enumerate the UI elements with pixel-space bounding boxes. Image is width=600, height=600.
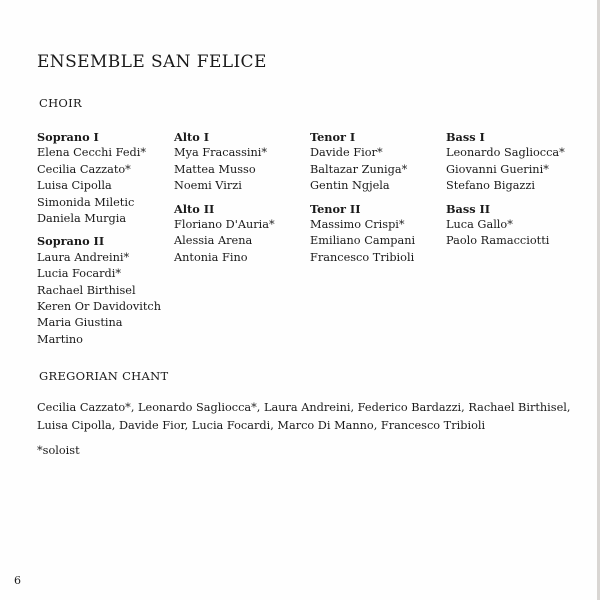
singer-name: Francesco Tribioli: [310, 250, 415, 264]
voice-group-soprano-1: [37, 129, 161, 227]
choir-column-tenors: [310, 129, 415, 266]
singer-name: Martino: [37, 332, 83, 346]
chant-line: Luisa Cipolla, Davide Fior, Lucia Focardi, Marco Di Manno, Francesco Tribioli: [37, 419, 486, 432]
singer-name: Elena Cecchi Fedi*: [37, 146, 147, 160]
singer-name: Floriano D'Auria*: [174, 218, 275, 232]
singer-name: Mya Fracassini*: [174, 146, 268, 160]
choir-column-sopranos: [37, 129, 161, 348]
voice-group-bass-2: [446, 201, 565, 250]
choir-heading: CHOIR: [39, 96, 82, 110]
singer-name: Luisa Cipolla: [37, 179, 112, 193]
voice-group-soprano-2: [37, 233, 161, 348]
singer-name: Keren Or Davidovitch: [37, 300, 161, 314]
voice-part-label: Alto I: [174, 130, 210, 144]
choir-column-basses: [446, 129, 565, 250]
gregorian-chant-heading: GREGORIAN CHANT: [39, 369, 169, 383]
page-number: 6: [14, 574, 21, 587]
voice-part-label: Bass I: [446, 130, 485, 144]
singer-name: Alessia Arena: [174, 234, 253, 248]
singer-name: Paolo Ramacciotti: [446, 234, 550, 248]
voice-part-label: Tenor II: [310, 201, 361, 216]
chant-line: Cecilia Cazzato*, Leonardo Sagliocca*, Laura Andreini, Federico Bardazzi, Rachael Birthisel,: [37, 401, 571, 414]
singer-name: Lucia Focardi*: [37, 267, 122, 281]
singer-name: Leonardo Sagliocca*: [446, 146, 565, 160]
soloist-footnote: *soloist: [37, 444, 80, 457]
voice-group-tenor-1: [310, 129, 415, 195]
singer-name: Luca Gallo*: [446, 218, 513, 232]
ensemble-title: ENSEMBLE SAN FELICE: [37, 52, 267, 72]
choir-column-altos: [174, 129, 275, 266]
singer-name: Massimo Crispi*: [310, 218, 405, 232]
singer-name: Stefano Bigazzi: [446, 179, 535, 193]
singer-name: Mattea Musso: [174, 162, 256, 176]
singer-name: Gentin Ngjela: [310, 179, 390, 193]
singer-name: Davide Fior*: [310, 146, 383, 160]
singer-name: Giovanni Guerini*: [446, 162, 549, 176]
gregorian-chant-singers: [37, 399, 571, 435]
voice-group-alto-1: [174, 129, 275, 195]
voice-part-label: Soprano I: [37, 130, 99, 144]
voice-part-label: Bass II: [446, 201, 491, 216]
singer-name: Daniela Murgia: [37, 212, 127, 226]
singer-name: Maria Giustina: [37, 316, 123, 330]
singer-name: Laura Andreini*: [37, 250, 130, 264]
singer-name: Cecilia Cazzato*: [37, 162, 131, 176]
voice-part-label: Alto II: [174, 201, 215, 216]
singer-name: Simonida Miletic: [37, 195, 135, 209]
voice-group-alto-2: [174, 201, 275, 267]
voice-group-bass-1: [446, 129, 565, 195]
voice-part-label: Soprano II: [37, 234, 105, 249]
singer-name: Baltazar Zuniga*: [310, 162, 408, 176]
voice-part-label: Tenor I: [310, 130, 356, 144]
singer-name: Noemi Virzi: [174, 179, 242, 193]
singer-name: Emiliano Campani: [310, 234, 416, 248]
voice-group-tenor-2: [310, 201, 415, 267]
singer-name: Antonia Fino: [174, 250, 248, 264]
singer-name: Rachael Birthisel: [37, 283, 136, 297]
